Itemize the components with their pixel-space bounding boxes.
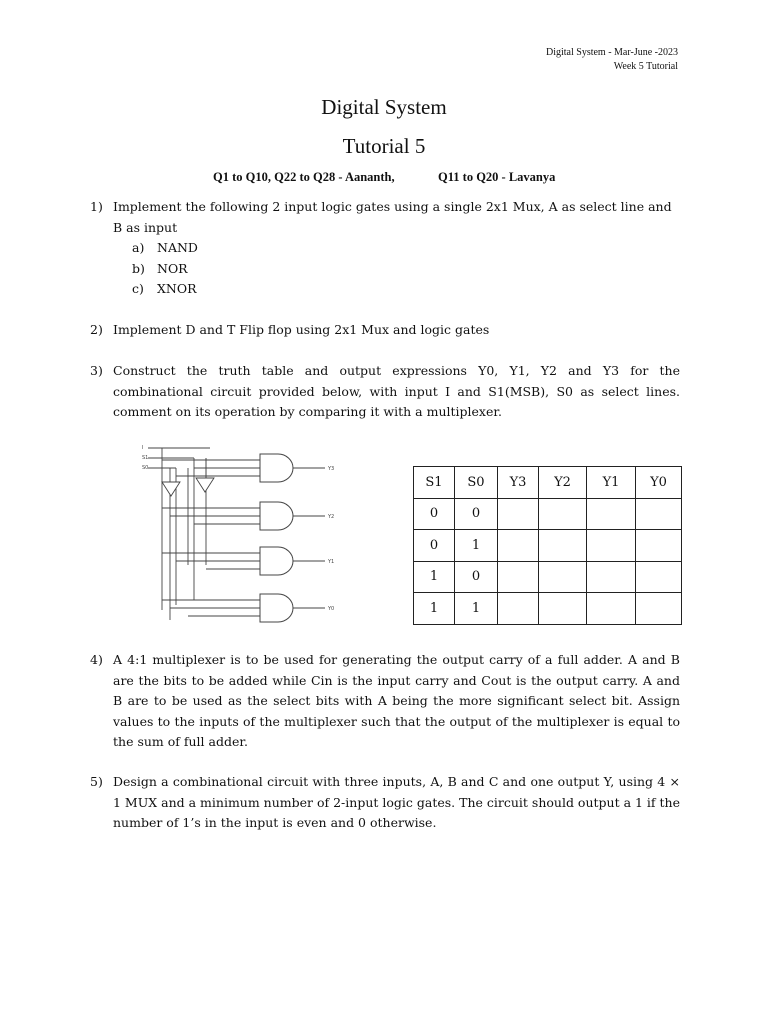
- input-label-s1: S1: [142, 455, 149, 461]
- question-number: 1): [90, 199, 103, 214]
- table-cell: [636, 593, 682, 625]
- table-cell: 1: [414, 561, 455, 593]
- question-number: 4): [90, 652, 103, 667]
- assignment-right: Q11 to Q20 - Lavanya: [438, 170, 556, 184]
- column-header: Y2: [539, 467, 587, 499]
- question-4: [90, 650, 680, 753]
- option-label: b): [132, 260, 145, 276]
- and-gate-y1: [260, 547, 293, 575]
- and-gate-y2: [260, 502, 293, 530]
- option-text: NAND: [157, 240, 198, 255]
- question-number: 2): [90, 322, 103, 337]
- table-cell: 1: [455, 593, 498, 625]
- table-cell: [587, 561, 636, 593]
- option-text: XNOR: [157, 281, 197, 296]
- option-b: [90, 259, 680, 280]
- question-text: Implement D and T Flip flop using 2x1 Mux and logic gates: [113, 322, 490, 337]
- document-title: Digital System: [321, 95, 447, 119]
- question-1: [90, 197, 680, 300]
- option-text: NOR: [157, 260, 188, 276]
- and-gate-y3: [260, 454, 293, 482]
- table-row: [414, 498, 682, 530]
- table-cell: [498, 561, 539, 593]
- table-row: [414, 561, 682, 593]
- table-cell: 0: [455, 498, 498, 530]
- document-subtitle: Tutorial 5: [342, 134, 426, 158]
- input-label-s0: S0: [142, 465, 149, 471]
- output-label-y1: Y1: [328, 559, 335, 565]
- table-cell: 0: [414, 498, 455, 530]
- table-cell: [636, 530, 682, 562]
- output-label-y0: Y0: [328, 606, 335, 612]
- question-number: 5): [90, 774, 103, 789]
- truth-table: [413, 466, 682, 625]
- question-text: Implement the following 2 input logic gates using a single 2x1 Mux, A as select line and B as input: [113, 199, 672, 235]
- and-gate-y0: [260, 594, 293, 622]
- column-header: Y3: [498, 467, 539, 499]
- combinational-circuit-diagram: [140, 440, 350, 625]
- header-week: Week 5 Tutorial: [613, 61, 678, 72]
- header-course: Digital System - Mar-June -2023: [545, 47, 678, 58]
- document-header: [546, 46, 678, 74]
- table-header-row: [414, 467, 682, 499]
- question-text: A 4:1 multiplexer is to be used for generating the output carry of a full adder. A and B are the bits to be added while Cin is the input carry and Cout is the output carry. A and B are to be used as the select bits with A being the more significant select bit. Assign values to the inputs of the multiplexer such that the output of the multiplexer is equal to the sum of full adder.: [113, 652, 680, 749]
- question-number: 3): [90, 363, 103, 378]
- option-a: [90, 238, 680, 259]
- table-cell: [539, 530, 587, 562]
- table-row: [414, 530, 682, 562]
- table-cell: [636, 498, 682, 530]
- table-cell: [498, 498, 539, 530]
- table-cell: [498, 593, 539, 625]
- column-header: S1: [414, 467, 455, 499]
- table-cell: 1: [455, 530, 498, 562]
- table-cell: [636, 561, 682, 593]
- option-label: a): [132, 240, 145, 255]
- question-text: Design a combinational circuit with three inputs, A, B and C and one output Y, using 4 × 1 MUX and a minimum number of 2-input logic gates. The circuit should output a 1 if the number of 1’s in the input is even and 0 otherwise.: [113, 774, 680, 830]
- table-cell: [498, 530, 539, 562]
- table-cell: [587, 593, 636, 625]
- table-cell: [587, 530, 636, 562]
- table-cell: [587, 498, 636, 530]
- column-header: Y1: [587, 467, 636, 499]
- table-cell: [539, 593, 587, 625]
- table-cell: [539, 498, 587, 530]
- inverter-gate: [162, 482, 180, 496]
- question-2: [90, 320, 680, 341]
- question-text: Construct the truth table and output expressions Y0, Y1, Y2 and Y3 for the combinational circuit provided below, with input I and S1(MSB), S0 as select lines. comment on its operation by comparing it with a multiplexer.: [113, 363, 680, 419]
- assignment-left: Q1 to Q10, Q22 to Q28 - Aananth,: [213, 170, 395, 184]
- input-label-i: I: [142, 445, 144, 451]
- output-label-y3: Y3: [328, 466, 335, 472]
- table-row: [414, 593, 682, 625]
- table-cell: 1: [414, 593, 455, 625]
- question-3: [90, 361, 680, 423]
- table-cell: 0: [414, 530, 455, 562]
- question-5: [90, 772, 680, 834]
- table-cell: [539, 561, 587, 593]
- inverter-gate: [196, 478, 214, 492]
- column-header: S0: [455, 467, 498, 499]
- table-cell: 0: [455, 561, 498, 593]
- output-label-y2: Y2: [328, 514, 335, 520]
- option-label: c): [132, 281, 144, 296]
- column-header: Y0: [636, 467, 682, 499]
- option-c: [90, 279, 680, 300]
